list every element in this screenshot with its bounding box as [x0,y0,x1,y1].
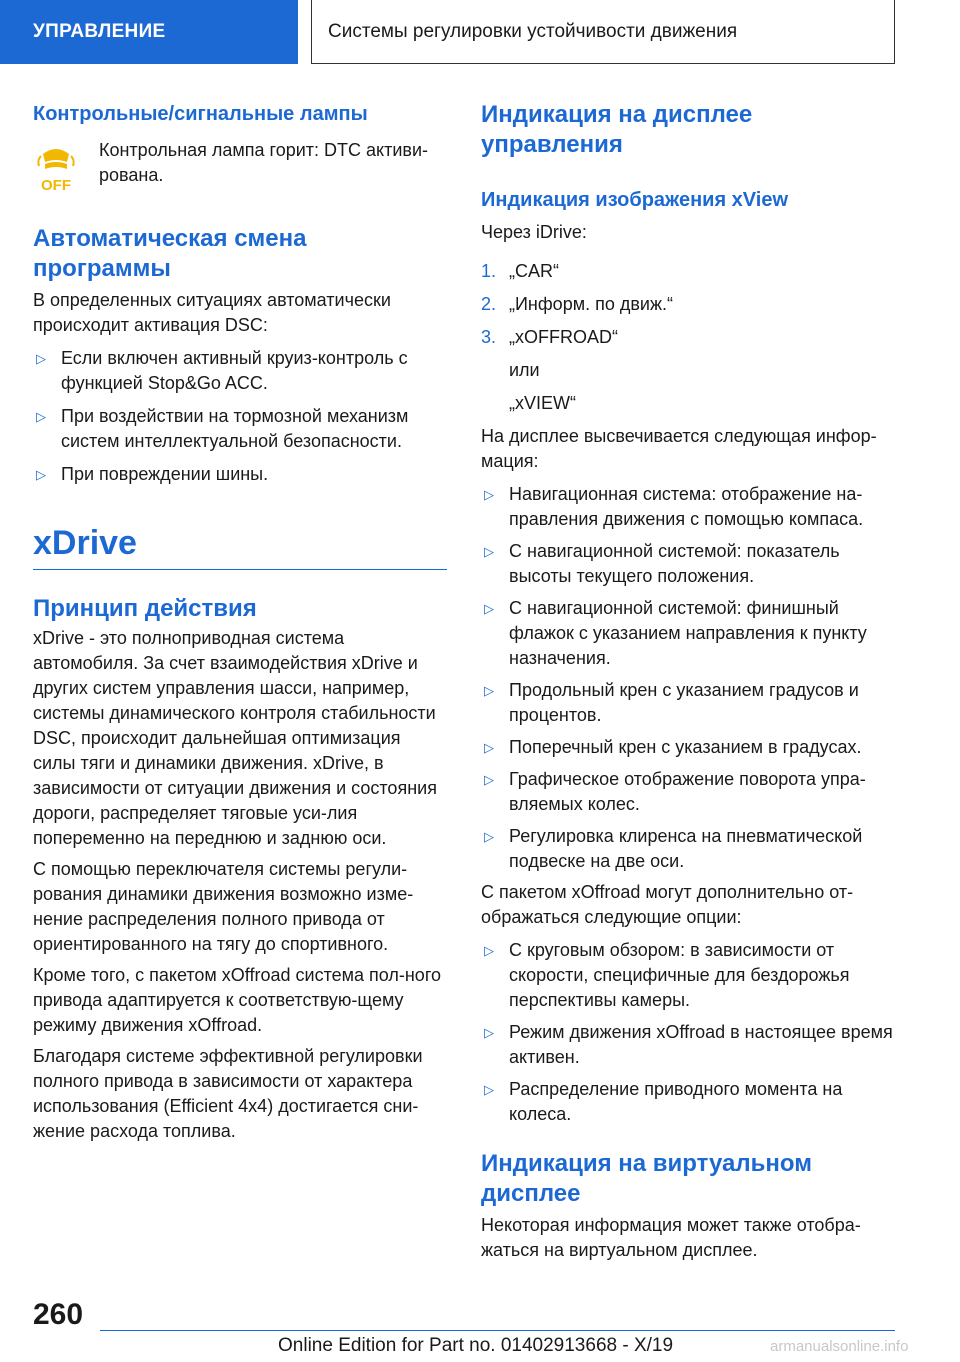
watermark: armanualsonline.info [770,1338,909,1355]
display-heading [481,100,895,160]
xdrive-paragraph: xDrive - это полноприводная система автомобиля. За счет взаимодействия xDrive и других систем управления шасси, например, системы динамического контроля стабильности DSC, происходит дальнейшая оптимизация силы тяги и динамики движения. xDrive, в зависимости от ситуации движения и состояния дороги, распределяет тяговые уси-лия попеременно на переднюю и заднюю оси. [33,628,437,848]
left-column [33,100,447,1144]
section-label: УПРАВЛЕНИЕ [33,21,166,42]
list-item: 1. „CAR“ [481,261,559,281]
triangle-bullet-icon: ▷ [484,740,494,755]
virtual-display-text: Некоторая информация может также отобра-жаться на виртуальном дисплее. [481,1215,861,1260]
list-item: 2. „Информ. по движ.“ [481,294,673,314]
triangle-bullet-icon: ▷ [484,601,494,616]
right-column [481,100,895,1263]
alt-step: „xVIEW“ [509,393,576,413]
list-item: ▷ При повреждении шины. [33,462,447,487]
info-intro: На дисплее высвечивается следующая инфор-мация: [481,426,877,471]
or-text: или [509,360,540,380]
display-heading-line1: Индикация на дисплее [481,101,753,128]
triangle-bullet-icon: ▷ [484,772,494,787]
xdrive-paragraph: Кроме того, с пакетом xOffroad система пол-ного привода адаптируется к соответствую-щему режиму движения xOffroad. [33,965,441,1035]
list-item: ▷ С круговым обзором: в зависимости от скорости, специфичные для бездорожья перспективы камеры. [484,940,850,1010]
auto-change-intro: В определенных ситуациях автоматически происходит активация DSC: [33,290,391,335]
xoffroad-bullets [481,938,895,1127]
list-item: ▷ С навигационной системой: финишный флажок с указанием направления к пункту назначения. [484,598,867,668]
list-item: ▷ С навигационной системой: показатель высоты текущего положения. [484,541,840,586]
triangle-bullet-icon: ▷ [484,1082,494,1097]
list-item: 3. „xOFFROAD“ [481,327,618,347]
virtual-heading-line1: Индикация на виртуальном [481,1150,812,1177]
dtc-off-warning-icon [33,138,79,194]
lamp-entry [33,138,447,194]
page-number: 260 [33,1298,84,1331]
auto-change-bullets [33,346,447,487]
triangle-bullet-icon: ▷ [36,467,46,482]
triangle-bullet-icon: ▷ [36,409,46,424]
list-item: ▷ Если включен активный круиз-контроль с функцией Stop&Go ACC. [36,348,408,393]
list-item: ▷ Регулировка клиренса на пневматической подвеске на две оси. [484,826,863,871]
section-tab [0,0,298,64]
info-bullets [481,482,895,874]
lamp-icon-text: OFF [41,177,71,194]
triangle-bullet-icon: ▷ [36,351,46,366]
list-item: ▷ Продольный крен с указанием градусов и процентов. [484,680,859,725]
list-item: ▷ Поперечный крен с указанием в градусах. [481,735,895,760]
triangle-bullet-icon: ▷ [484,943,494,958]
triangle-bullet-icon: ▷ [484,683,494,698]
chapter-title: Системы регулировки устойчивости движения [328,20,738,42]
lamp-description: Контрольная лампа горит: DTC активи-рована. [99,140,429,185]
triangle-bullet-icon: ▷ [484,544,494,559]
principle-heading: Принцип действия [33,595,257,622]
footer-divider [100,1330,895,1331]
xdrive-paragraph: Благодаря системе эффективной регулировки полного привода в зависимости от характера использования (Efficient 4x4) достигается сни-жение расхода топлива. [33,1046,423,1141]
virtual-display-heading [481,1149,895,1209]
triangle-bullet-icon: ▷ [484,829,494,844]
triangle-bullet-icon: ▷ [484,1025,494,1040]
xdrive-heading: xDrive [33,524,137,562]
list-item: ▷ Графическое отображение поворота упра-вляемых колес. [484,769,866,814]
xoffroad-intro: С пакетом xOffroad могут дополнительно от-ображаться следующие опции: [481,882,854,927]
triangle-bullet-icon: ▷ [484,487,494,502]
steps-list [481,259,895,416]
edition-text: Online Edition for Part no. 01402913668 - X/19 [278,1335,674,1356]
section-divider [33,569,447,570]
auto-change-heading-line1: Автоматическая смена [33,225,307,252]
xview-heading: Индикация изображения xView [481,189,789,211]
auto-change-heading [33,224,447,284]
virtual-heading-line2: дисплее [481,1180,581,1207]
list-item: ▷ Навигационная система: отображение на-правления движения с помощью компаса. [484,484,864,529]
display-heading-line2: управления [481,131,623,158]
idrive-intro: Через iDrive: [481,222,587,242]
auto-change-heading-line2: программы [33,255,171,282]
list-item: ▷ Распределение приводного момента на колеса. [484,1079,843,1124]
xdrive-paragraph: С помощью переключателя системы регули-рования динамики движения возможно изме-нение распределения полного привода от ориентированного на тягу до спортивного. [33,859,414,954]
list-item: ▷ При воздействии на тормозной механизм систем интеллектуальной безопасности. [36,406,409,451]
lamps-heading: Контрольные/сигнальные лампы [33,103,368,125]
list-item: ▷ Режим движения xOffroad в настоящее время активен. [484,1022,893,1067]
chapter-header [311,0,895,64]
